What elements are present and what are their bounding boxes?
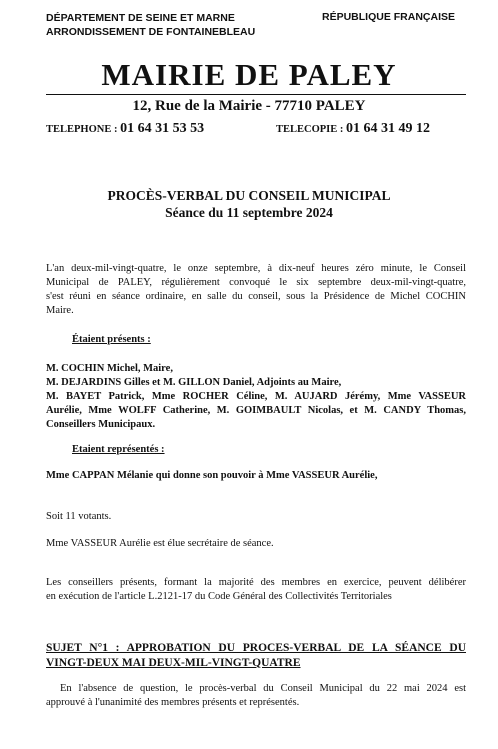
represented-heading: Etaient représentés : [72,444,165,455]
fax-label: TELECOPIE : [276,124,344,135]
fax-line [276,121,430,137]
present-line: Conseillers Municipaux. [46,419,156,430]
mairie-address: 12, Rue de la Mairie - 77710 PALEY [132,98,366,114]
fax-number: 01 64 31 49 12 [346,121,431,136]
intro-line: L'an deux-mil-vingt-quatre, le onze septembre, à dix-neuf heures zéro minute, le Conseil [46,263,466,274]
telephone-label: TELEPHONE : [46,124,118,135]
subject-line: VINGT-DEUX MAI DEUX-MIL-VINGT-QUATRE [46,657,301,669]
quorum-line: Les conseillers présents, formant la majorité des membres en exercice, peuvent délibérer [46,577,466,588]
title-rule [46,94,466,95]
subject-line: SUJET N°1 : APPROBATION DU PROCES-VERBAL DE LA SÉANCE DU [46,642,466,654]
session-date: Séance du 11 septembre 2024 [165,205,333,220]
present-line: Aurélie, Mme WOLFF Catherine, M. GOIMBAULT Nicolas, et M. CANDY Thomas, [46,405,466,416]
subject-heading [46,641,466,671]
present-list [46,362,466,432]
subject-body-line: En l'absence de question, le procès-verbal du Conseil Municipal du 22 mai 2024 est [60,683,466,694]
telephone-line [46,121,204,137]
intro-paragraph [46,262,466,318]
intro-line: Maire. [46,305,74,316]
mairie-title: MAIRIE DE PALEY [101,57,397,92]
secretary-line: Mme VASSEUR Aurélie est élue secrétaire de séance. [46,538,274,549]
subject-body [46,682,466,710]
quorum-line: en exécution de l'article L.2121-17 du Code Général des Collectivités Territoriales [46,591,392,602]
arrondissement-name: ARRONDISSEMENT DE FONTAINEBLEAU [46,26,256,38]
votes-line: Soit 11 votants. [46,511,112,522]
quorum-paragraph [46,576,466,604]
represented-line: Mme CAPPAN Mélanie qui donne son pouvoir à Mme VASSEUR Aurélie, [46,470,378,481]
department-name: DÉPARTEMENT DE SEINE ET MARNE [46,12,235,24]
intro-line: Municipal de PALEY, régulièrement convoqué le six septembre deux-mil-vingt-quatre, [46,277,466,288]
republic-label: RÉPUBLIQUE FRANÇAISE [322,11,456,23]
document-title: PROCÈS-VERBAL DU CONSEIL MUNICIPAL [107,188,391,203]
document-title-block [0,187,498,221]
present-line: M. BAYET Patrick, Mme ROCHER Céline, M. AUJARD Jérémy, Mme VASSEUR [46,391,466,402]
present-line: M. DEJARDINS Gilles et M. GILLON Daniel, Adjoints au Maire, [46,377,342,388]
present-line: M. COCHIN Michel, Maire, [46,363,173,374]
subject-body-line: approuvé à l'unanimité des membres présents et représentés. [46,697,300,708]
department-header [46,11,255,39]
telephone-number: 01 64 31 53 53 [120,121,205,136]
present-heading: Étaient présents : [72,334,151,345]
intro-line: s'est réuni en séance ordinaire, en salle du conseil, sous la Présidence de Michel COCHIN [46,291,466,302]
